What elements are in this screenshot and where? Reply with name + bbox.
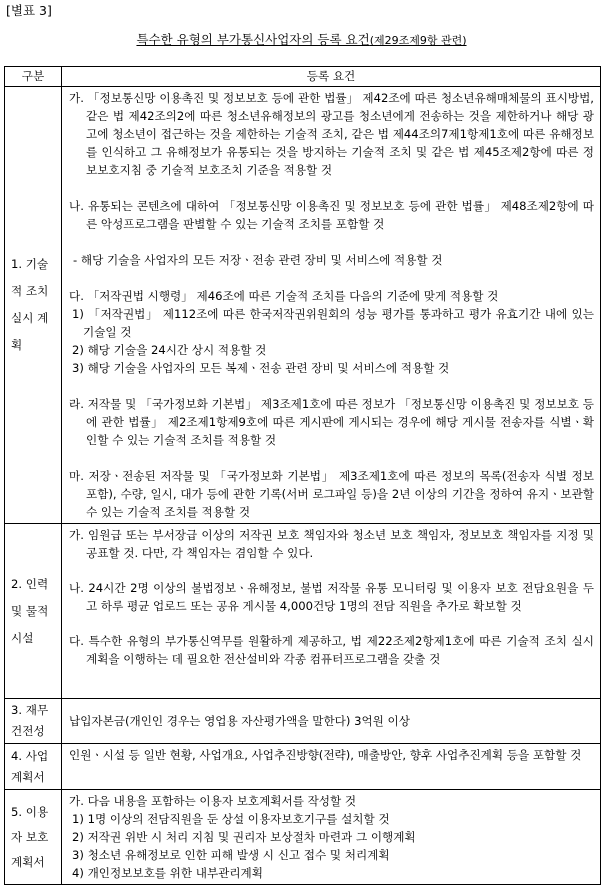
table-row — [5, 790, 601, 885]
row-requirements — [62, 744, 601, 790]
table-row — [5, 744, 601, 790]
row-category: 1. 기술적 조치 실시 계획 — [5, 87, 62, 524]
requirement-item: 라. 저작물 및 「국가정보화 기본법」 제3조제1호에 따른 정보가 「정보통신망 이용촉진 및 정보보호 등에 관한 법률」 제2조제1항제9호에 따른 게시판에 게시되는 경우에 해당 게시물 전송자를 식별ㆍ확인할 수 있는 기술적 조치를 적용할 것 — [69, 397, 594, 447]
requirement-item: 다. 특수한 유형의 부가통신역무를 원활하게 제공하고, 법 제22조제2항제1호에 따른 기술적 조치 실시계획을 이행하는 데 필요한 전산설비와 각종 컴퓨터프로그램을 갖출 것 — [69, 634, 594, 666]
requirement-item: - 해당 기술을 사업자의 모든 저장ㆍ전송 관련 장비 및 서비스에 적용할 것 — [73, 253, 443, 267]
row-category: 5. 이용자 보호계획서 — [5, 790, 62, 885]
row-category: 2. 인력 및 물적 시설 — [5, 524, 62, 699]
document-title — [0, 30, 603, 48]
requirement-subitem: 3) 해당 기술을 사업자의 모든 복제ㆍ전송 관련 장비 및 서비스에 적용할 것 — [72, 361, 450, 375]
table-header-row — [5, 67, 601, 87]
requirement-item: 가. 다음 내용을 포함하는 이용자 보호계획서를 작성할 것 — [69, 794, 357, 808]
column-header-category: 구분 — [5, 67, 62, 87]
table-row — [5, 524, 601, 699]
row-category: 4. 사업계획서 — [5, 744, 62, 790]
requirement-item: 가. 「정보통신망 이용촉진 및 정보보호 등에 관한 법률」 제42조에 따른 청소년유해매체물의 표시방법, 같은 법 제42조의2에 따른 청소년유해정보의 광고를 청소년에게 전송하는 것을 제한하거나 해당 광고에 청소년이 접근하는 것을 제한하는 기술적 조치, 같은 법 제44조의7제1항제1호에 따른 유해정보를 인식하고 그 유해정보가 유통되는 것을 방지하는 기술적 조치 및 같은 법 제45조제2항에 따른 정보보호지침 중 기술적 보호조치 기준을 적용할 것 — [69, 91, 594, 177]
requirement-subitem: 4) 개인정보보호를 위한 내부관리계획 — [72, 866, 263, 880]
requirement-item: 인원ㆍ시설 등 일반 현황, 사업개요, 사업추진방향(전략), 매출방안, 향후 사업추진계획 등을 포함할 것 — [69, 748, 582, 762]
row-requirements — [62, 699, 601, 744]
requirement-item: 납입자본금(개인인 경우는 영업용 자산평가액을 말한다) 3억원 이상 — [69, 714, 410, 728]
registration-requirements-table — [4, 66, 601, 885]
requirement-item: 다. 「저작권법 시행령」 제46조에 따른 기술적 조치를 다음의 기준에 맞게 적용할 것 — [69, 289, 499, 303]
row-requirements — [62, 790, 601, 885]
column-header-requirements: 등록 요건 — [62, 67, 601, 87]
requirement-subitem: 3) 청소년 유해정보로 인한 피해 발생 시 신고 접수 및 처리계획 — [72, 848, 390, 862]
requirement-subitem: 1) 「저작권법」 제112조에 따른 한국저작권위원회의 성능 평가를 통과하고 평가 유효기간 내에 있는 기술일 것 — [72, 307, 594, 339]
requirement-item: 가. 임원급 또는 부서장급 이상의 저작권 보호 책임자와 청소년 보호 책임자, 정보보호 책임자를 지정 및 공표할 것. 다만, 각 책임자는 겸임할 수 있다. — [69, 528, 594, 560]
requirement-item: 나. 24시간 2명 이상의 불법정보ㆍ유해정보, 불법 저작물 유통 모니터링 및 이용자 보호 전담요원을 두고 하루 평균 업로드 또는 공유 게시물 4,000건당 1명의 전담 직원을 추가로 확보할 것 — [69, 581, 594, 613]
row-category: 3. 재무건전성 — [5, 699, 62, 744]
requirement-item: 마. 저장ㆍ전송된 저작물 및 「국가정보화 기본법」 제3조제1호에 따른 정보의 목록(전송자 식별 정보 포함), 수량, 일시, 대가 등에 관한 기록(서버 로그파일 등)을 2년 이상의 기간을 정하여 유지ㆍ보관할 수 있는 기술적 조치를 적용할 것 — [69, 469, 594, 519]
table-number-tag: [별표 3] — [6, 3, 52, 18]
requirement-subitem: 1) 1명 이상의 전담직원을 둔 상설 이용자보호기구를 설치할 것 — [72, 812, 390, 826]
table-row — [5, 699, 601, 744]
requirement-subitem: 2) 해당 기술을 24시간 상시 적용할 것 — [72, 343, 267, 357]
title-subtitle: (제29조제9항 관련) — [369, 34, 467, 47]
table-row — [5, 87, 601, 524]
title-main: 특수한 유형의 부가통신사업자의 등록 요건 — [136, 32, 370, 47]
row-requirements — [62, 87, 601, 524]
requirement-subitem: 2) 저작권 위반 시 처리 지침 및 권리자 보상절차 마련과 그 이행계획 — [72, 830, 416, 844]
row-requirements — [62, 524, 601, 699]
requirement-item: 나. 유통되는 콘텐츠에 대하여 「정보통신망 이용촉진 및 정보보호 등에 관한 법률」 제48조제2항에 따른 악성프로그램을 판별할 수 있는 기술적 조치를 포함할 것 — [69, 199, 594, 231]
